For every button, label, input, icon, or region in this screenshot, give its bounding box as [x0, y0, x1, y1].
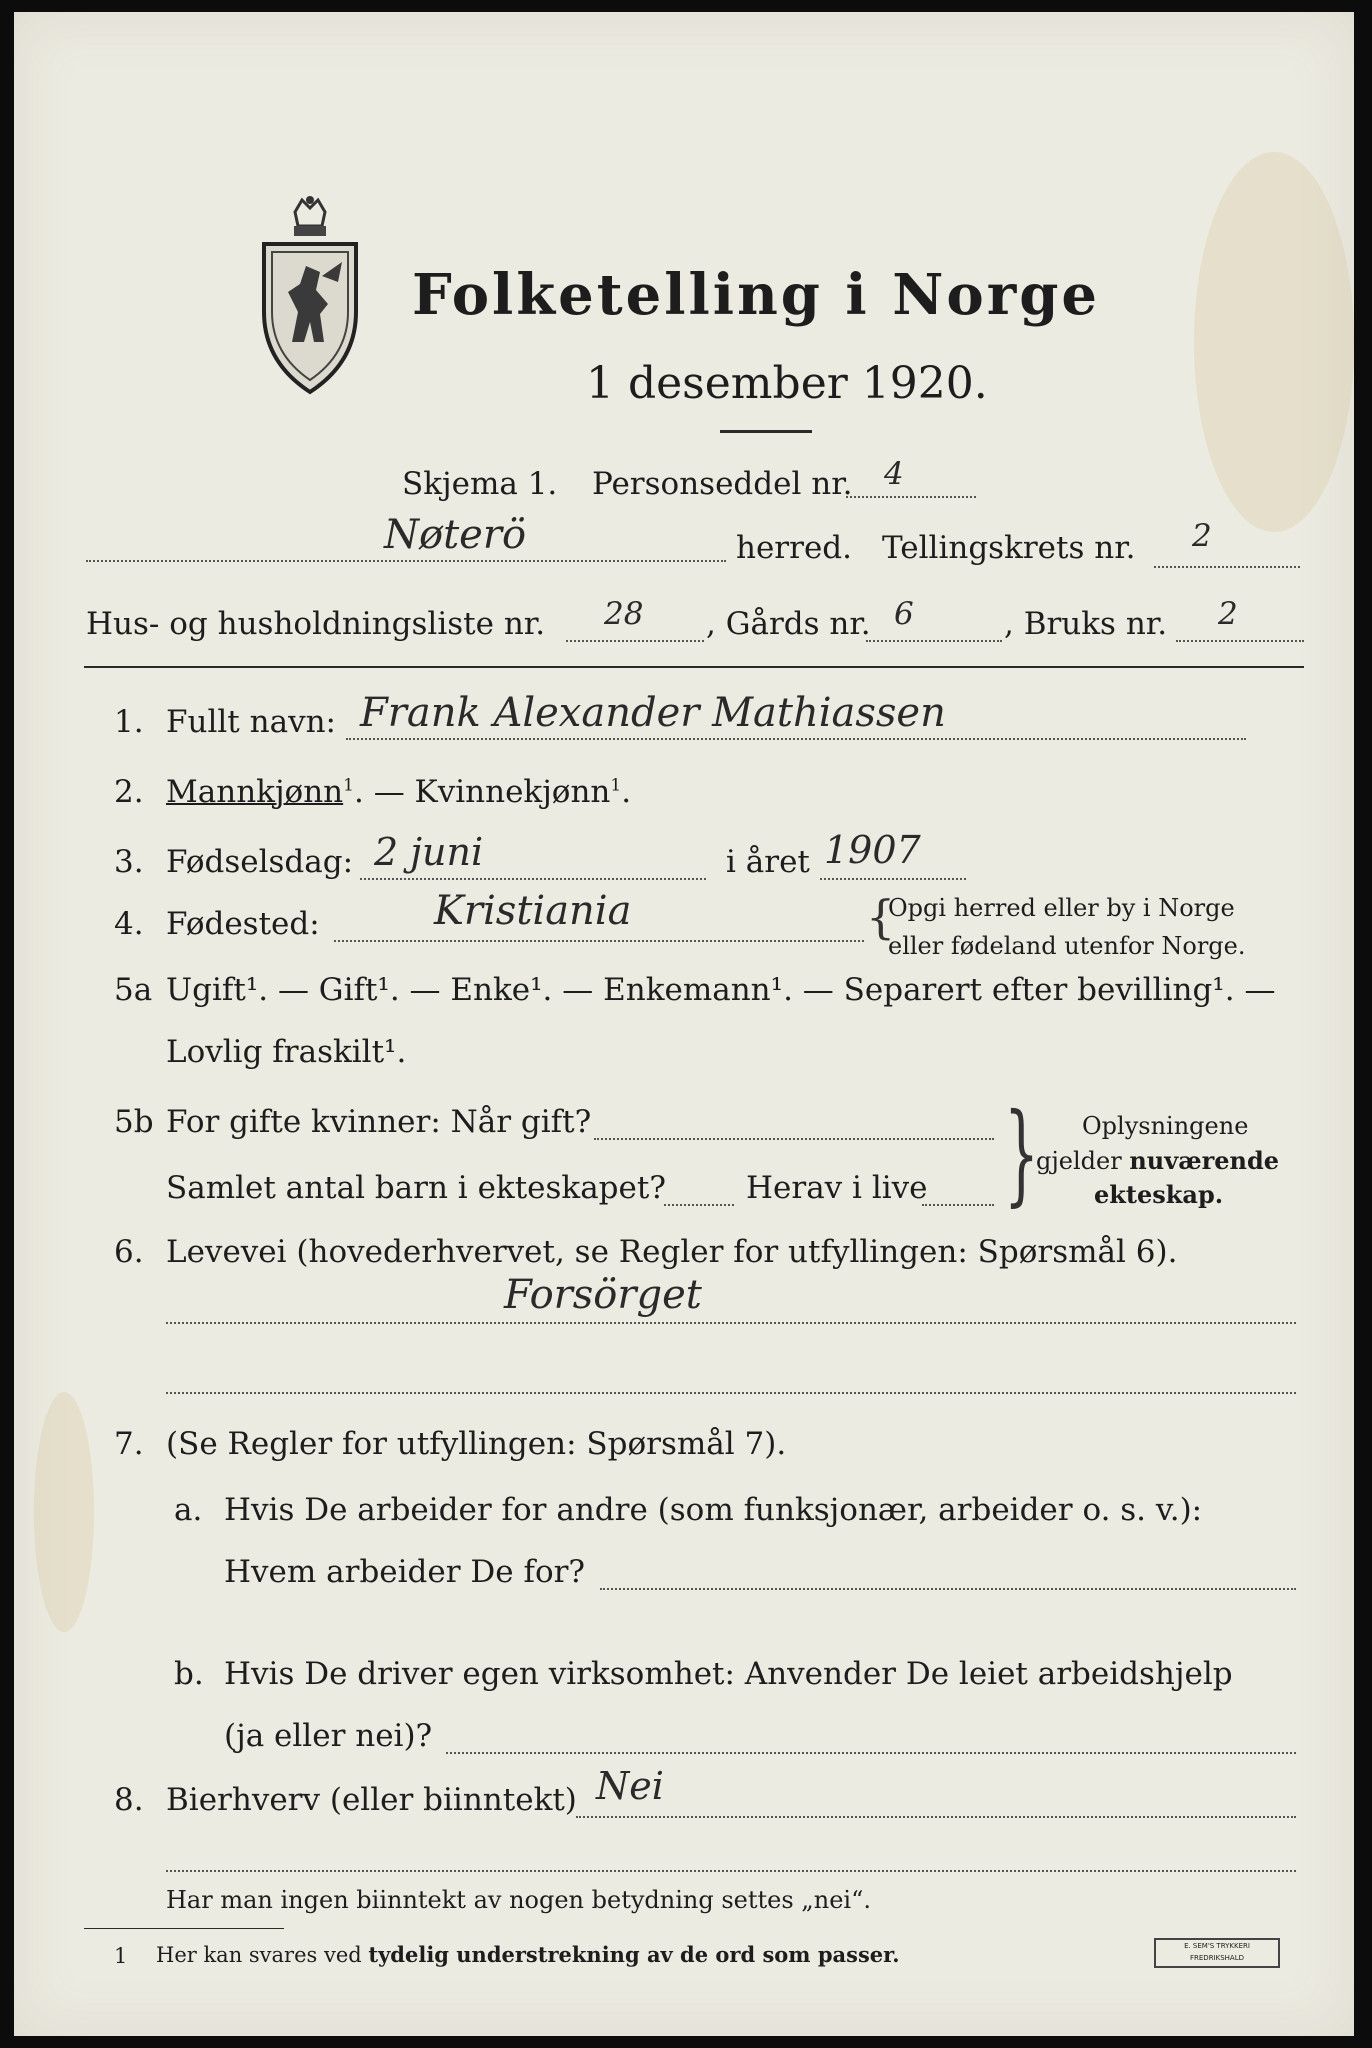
husliste-number[interactable]: 28 — [604, 596, 644, 632]
q7-number: 7. — [114, 1426, 144, 1462]
q7b-line2: (ja eller nei)? — [224, 1718, 433, 1754]
brace-icon: } — [1004, 1089, 1039, 1217]
divider — [720, 430, 812, 433]
herred-line — [86, 560, 726, 562]
q7a-letter: a. — [174, 1492, 203, 1528]
footnote-text-plain: Her kan svares ved — [156, 1943, 369, 1967]
q7b-line1: Hvis De driver egen virksomhet: Anvender De leiet arbeidshjelp — [224, 1656, 1233, 1692]
option-male-underlined[interactable]: Mannkjønn — [166, 774, 344, 810]
q5b-alive-line — [922, 1204, 994, 1206]
q3-number: 3. — [114, 844, 144, 880]
q7a-employer-line — [600, 1588, 1296, 1590]
q5b-note-line2 — [1036, 1146, 1279, 1175]
q6-label: Levevei (hovederhvervet, se Regler for utfyllingen: Spørsmål 6). — [166, 1234, 1178, 1270]
q1-line — [346, 738, 1246, 740]
q2-end: . — [621, 774, 632, 810]
footnote-number: 1 — [114, 1944, 128, 1968]
q5b-note-current: nuværende — [1129, 1146, 1280, 1175]
herred-label: herred. — [736, 530, 852, 566]
q3-label: Fødselsdag: — [166, 844, 354, 880]
footnote-text — [156, 1942, 900, 1967]
q5b-line1: For gifte kvinner: Når gift? — [166, 1104, 592, 1140]
birth-day-value[interactable]: 2 juni — [374, 830, 484, 874]
section-divider — [84, 666, 1304, 668]
q5b-alive-label: Herav i live — [746, 1170, 928, 1206]
tellingskrets-label: Tellingskrets nr. — [882, 530, 1136, 566]
bruks-line — [1176, 640, 1304, 642]
q2-number: 2. — [114, 774, 144, 810]
tellingskrets-line — [1154, 566, 1300, 568]
q5b-married-line — [594, 1138, 994, 1140]
q2-separator: . — — [353, 774, 415, 810]
q2-sex-options — [166, 774, 631, 810]
q4-note-line1: Opgi herred eller by i Norge — [888, 894, 1235, 922]
q6-line2 — [166, 1392, 1296, 1394]
q8-number: 8. — [114, 1782, 144, 1818]
herred-value[interactable]: Nøterö — [384, 512, 527, 558]
secondary-income-value[interactable]: Nei — [596, 1764, 664, 1808]
printer-stamp: E. SEM'S TRYKKERI FREDRIKSHALD — [1154, 1938, 1280, 1968]
q1-label: Fullt navn: — [166, 704, 336, 740]
q8-line1 — [576, 1816, 1296, 1818]
q5b-note-applies: gjelder — [1036, 1147, 1130, 1175]
census-date: 1 desember 1920. — [586, 358, 988, 409]
q7b-letter: b. — [174, 1656, 204, 1692]
q4-number: 4. — [114, 906, 144, 942]
q5b-note-line3: ekteskap. — [1094, 1180, 1224, 1209]
skjema-label: Skjema 1. — [402, 466, 558, 502]
tellingskrets-number[interactable]: 2 — [1192, 518, 1212, 554]
q5a-number: 5a — [114, 972, 153, 1008]
husliste-line — [566, 640, 704, 642]
q4-line — [334, 940, 864, 942]
q4-note-line2: eller fødeland utenfor Norge. — [888, 932, 1246, 960]
personseddel-line — [846, 496, 976, 498]
option-female[interactable]: Kvinnekjønn — [414, 774, 611, 810]
footnote-mark: 1 — [343, 775, 354, 796]
q7-label: (Se Regler for utfyllingen: Spørsmål 7). — [166, 1426, 787, 1462]
full-name-value[interactable]: Frank Alexander Mathiassen — [360, 690, 946, 736]
personseddel-label: Personseddel nr. — [592, 466, 853, 502]
q5a-marital-options[interactable]: Ugift¹. — Gift¹. — Enke¹. — Enkemann¹. — Separert efter bevilling¹. — — [166, 972, 1276, 1008]
q5b-children-line — [664, 1204, 734, 1206]
gards-number[interactable]: 6 — [894, 596, 914, 632]
q4-label: Fødested: — [166, 906, 320, 942]
form-title: Folketelling i Norge — [412, 262, 1101, 328]
q5b-note-line1: Oplysningene — [1082, 1112, 1249, 1140]
footnote-divider — [84, 1928, 284, 1929]
birth-year-value[interactable]: 1907 — [824, 828, 921, 872]
q6-number: 6. — [114, 1234, 144, 1270]
q1-number: 1. — [114, 704, 144, 740]
q5b-line2: Samlet antal barn i ekteskapet? — [166, 1170, 666, 1206]
gards-label: , Gårds nr. — [706, 606, 871, 642]
q5b-number: 5b — [114, 1104, 154, 1140]
q7a-line1: Hvis De arbeider for andre (som funksjonær, arbeider o. s. v.): — [224, 1492, 1203, 1528]
q7b-answer-line — [446, 1752, 1296, 1754]
bruks-label: , Bruks nr. — [1004, 606, 1168, 642]
birthplace-value[interactable]: Kristiania — [434, 888, 632, 934]
q6-line1 — [166, 1322, 1296, 1324]
q8-line2 — [166, 1870, 1296, 1872]
q3-day-line — [360, 878, 706, 880]
q3-year-line — [820, 878, 966, 880]
bruks-number[interactable]: 2 — [1218, 596, 1238, 632]
paper-stain — [34, 1392, 94, 1632]
q7a-line2: Hvem arbeider De for? — [224, 1554, 586, 1590]
husliste-label: Hus- og husholdningsliste nr. — [86, 606, 546, 642]
footnote-mark: 1 — [610, 775, 622, 796]
brace-icon: { — [866, 890, 896, 944]
occupation-value[interactable]: Forsörget — [504, 1272, 702, 1318]
q5a-marital-options-cont[interactable]: Lovlig fraskilt¹. — [166, 1034, 407, 1070]
q8-label: Bierhverv (eller biinntekt) — [166, 1782, 577, 1818]
year-label: i året — [726, 844, 810, 880]
gards-line — [866, 640, 1002, 642]
personseddel-number[interactable]: 4 — [884, 456, 904, 492]
nei-note: Har man ingen biinntekt av nogen betydning settes „nei“. — [166, 1886, 871, 1914]
coat-of-arms-icon — [250, 192, 370, 402]
paper-stain — [1194, 152, 1354, 532]
footnote-text-bold: tydelig understrekning av de ord som passer. — [368, 1942, 900, 1967]
census-form-sheet — [14, 12, 1354, 2036]
